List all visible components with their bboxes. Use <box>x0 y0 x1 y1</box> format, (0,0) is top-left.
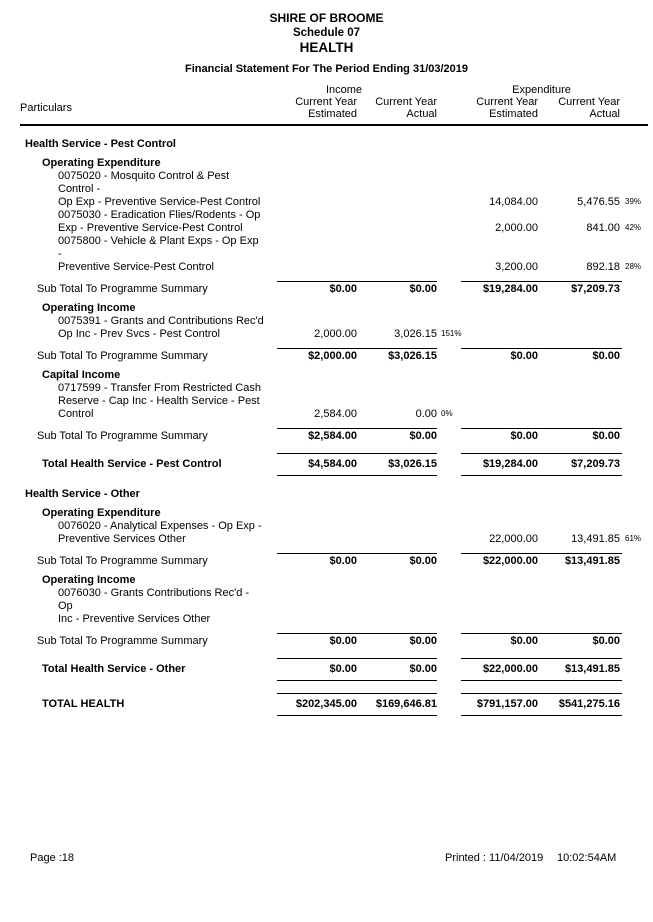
subhead-label: Operating Income <box>42 302 136 314</box>
percent-value: 61% <box>625 534 642 543</box>
total-label: Total Health Service - Other <box>42 663 186 675</box>
subtotal-label: Sub Total To Programme Summary <box>37 350 208 362</box>
exp-actual-total: $13,491.85 <box>564 555 620 567</box>
subtotal-row-3 <box>20 429 648 443</box>
subhead-row-capital-income <box>20 369 648 382</box>
account-row-0075800 <box>20 235 648 274</box>
total-rule-top <box>20 452 648 454</box>
printed-date: Printed : 11/04/2019 <box>445 852 544 864</box>
exp-estimated-total: $19,284.00 <box>482 283 538 295</box>
subtotal-label: Sub Total To Programme Summary <box>37 283 208 295</box>
income-actual-total: $0.00 <box>409 430 437 442</box>
total-rule-bottom <box>20 474 648 476</box>
total-row-pest-control <box>20 457 648 471</box>
col-exp-est-line1: Current Year <box>476 96 538 108</box>
income-estimated-total: $2,584.00 <box>308 430 357 442</box>
income-estimated-total: $202,345.00 <box>295 698 357 710</box>
account-row-0075030 <box>20 209 648 235</box>
subhead-row-operating-income <box>20 302 648 315</box>
account-row-0075391 <box>20 315 648 341</box>
exp-estimated-total: $0.00 <box>510 350 538 362</box>
account-row-0076020 <box>20 520 648 546</box>
exp-actual-value: 892.18 <box>586 261 620 273</box>
subhead-row-operating-income-other <box>20 574 648 587</box>
col-income-act-line2: Actual <box>406 108 437 120</box>
subtotal-row-2 <box>20 349 648 363</box>
account-label: 0076020 - Analytical Expenses - Op Exp - Preventive Services Other <box>58 520 262 545</box>
exp-actual-value: 5,476.55 <box>577 196 620 208</box>
col-exp-act-line2: Actual <box>589 108 620 120</box>
subtotal-row-1 <box>20 282 648 296</box>
exp-actual-value: 13,491.85 <box>571 533 620 545</box>
exp-estimated-value: 14,084.00 <box>489 196 538 208</box>
col-income-act-line1: Current Year <box>375 96 437 108</box>
subtotal-row-4 <box>20 554 648 568</box>
col-exp-est-line2: Estimated <box>489 108 538 120</box>
subhead-label: Operating Income <box>42 574 136 586</box>
percent-value: 39% <box>625 197 642 206</box>
subtotal-label: Sub Total To Programme Summary <box>37 430 208 442</box>
exp-actual-total: $541,275.16 <box>558 698 620 710</box>
income-estimated-total: $2,000.00 <box>308 350 357 362</box>
income-actual-total: $0.00 <box>409 555 437 567</box>
subhead-label: Operating Expenditure <box>42 157 161 169</box>
section-label: Health Service - Other <box>25 488 140 500</box>
income-estimated-total: $0.00 <box>329 663 357 675</box>
income-estimated-value: 2,584.00 <box>314 408 357 420</box>
percent-value: 28% <box>625 262 642 271</box>
period-subtitle: Financial Statement For The Period Ending 31/03/2019 <box>184 63 469 75</box>
account-row-0076030 <box>20 587 648 626</box>
grand-total-label: TOTAL HEALTH <box>42 698 125 710</box>
total-row-other <box>20 662 648 676</box>
exp-actual-total: $13,491.85 <box>564 663 620 675</box>
exp-estimated-total: $0.00 <box>510 635 538 647</box>
total-rule-top <box>20 657 648 659</box>
grand-total-rule-bottom <box>20 714 648 716</box>
income-actual-total: $0.00 <box>409 283 437 295</box>
col-income-est-line1: Current Year <box>295 96 357 108</box>
subhead-label: Capital Income <box>42 369 121 381</box>
income-estimated-total: $0.00 <box>329 555 357 567</box>
exp-estimated-value: 22,000.00 <box>489 533 538 545</box>
exp-actual-value: 841.00 <box>586 222 620 234</box>
subtotal-label: Sub Total To Programme Summary <box>37 555 208 567</box>
exp-estimated-total: $22,000.00 <box>482 663 538 675</box>
total-rule-bottom <box>20 679 648 681</box>
printed-time: 10:02:54AM <box>557 852 617 864</box>
percent-value: 42% <box>625 223 642 232</box>
grand-total-rule-top <box>20 692 648 694</box>
grand-total-row <box>20 697 648 711</box>
section-label: Health Service - Pest Control <box>25 138 176 150</box>
section-row-pest-control <box>20 138 648 151</box>
col-group-income: Income <box>325 84 363 96</box>
income-actual-total: $0.00 <box>409 635 437 647</box>
income-estimated-total: $4,584.00 <box>308 458 357 470</box>
account-label: 0076030 - Grants Contributions Rec'd - Op Inc - Preventive Services Other <box>58 587 250 625</box>
income-actual-total: $0.00 <box>409 663 437 675</box>
account-label: 0717599 - Transfer From Restricted Cash Reserve - Cap Inc - Health Service - Pest Control <box>58 382 261 420</box>
section-row-other <box>20 488 648 501</box>
exp-actual-total: $7,209.73 <box>571 283 620 295</box>
exp-actual-total: $0.00 <box>592 635 620 647</box>
col-group-expenditure: Expenditure <box>512 84 571 96</box>
income-actual-total: $3,026.15 <box>388 458 437 470</box>
exp-estimated-total: $0.00 <box>510 430 538 442</box>
income-actual-value: 3,026.15 <box>394 328 437 340</box>
subtotal-row-5 <box>20 634 648 648</box>
page-title: HEALTH <box>299 40 354 55</box>
schedule-label: Schedule 07 <box>292 27 361 39</box>
col-particulars: Particulars <box>20 102 72 114</box>
subhead-row-operating-expenditure-other <box>20 507 648 520</box>
income-actual-value: 0.00 <box>415 408 437 420</box>
subhead-label: Operating Expenditure <box>42 507 161 519</box>
subhead-row-operating-expenditure <box>20 157 648 170</box>
exp-estimated-total: $19,284.00 <box>482 458 538 470</box>
account-label: 0075030 - Eradication Flies/Rodents - Op Exp - Preventive Service-Pest Control <box>58 209 261 234</box>
exp-actual-total: $0.00 <box>592 350 620 362</box>
percent-value: 151% <box>441 329 462 338</box>
account-label: 0075800 - Vehicle & Plant Exps - Op Exp - Preventive Service-Pest Control <box>58 235 259 273</box>
title-block <box>0 0 653 76</box>
col-exp-act-line1: Current Year <box>558 96 620 108</box>
page-number: Page :18 <box>30 852 75 864</box>
account-row-0717599 <box>20 382 648 421</box>
total-label: Total Health Service - Pest Control <box>42 458 222 470</box>
exp-estimated-total: $22,000.00 <box>482 555 538 567</box>
exp-actual-total: $7,209.73 <box>571 458 620 470</box>
account-label: 0075391 - Grants and Contributions Rec'd Op Inc - Prev Svcs - Pest Control <box>58 315 264 340</box>
col-income-est-line2: Estimated <box>308 108 357 120</box>
income-actual-total: $3,026.15 <box>388 350 437 362</box>
table-header <box>20 76 648 126</box>
income-estimated-value: 2,000.00 <box>314 328 357 340</box>
subtotal-label: Sub Total To Programme Summary <box>37 635 208 647</box>
exp-actual-total: $0.00 <box>592 430 620 442</box>
income-actual-total: $169,646.81 <box>375 698 437 710</box>
financial-table <box>0 76 653 716</box>
exp-estimated-value: 2,000.00 <box>495 222 538 234</box>
income-estimated-total: $0.00 <box>329 635 357 647</box>
account-label: 0075020 - Mosquito Control & Pest Control - Op Exp - Preventive Service-Pest Control <box>58 170 261 208</box>
account-row-0075020 <box>20 170 648 209</box>
percent-value: 0% <box>441 409 453 418</box>
exp-estimated-value: 3,200.00 <box>495 261 538 273</box>
org-name: SHIRE OF BROOME <box>269 11 384 25</box>
income-estimated-total: $0.00 <box>329 283 357 295</box>
exp-estimated-total: $791,157.00 <box>476 698 538 710</box>
